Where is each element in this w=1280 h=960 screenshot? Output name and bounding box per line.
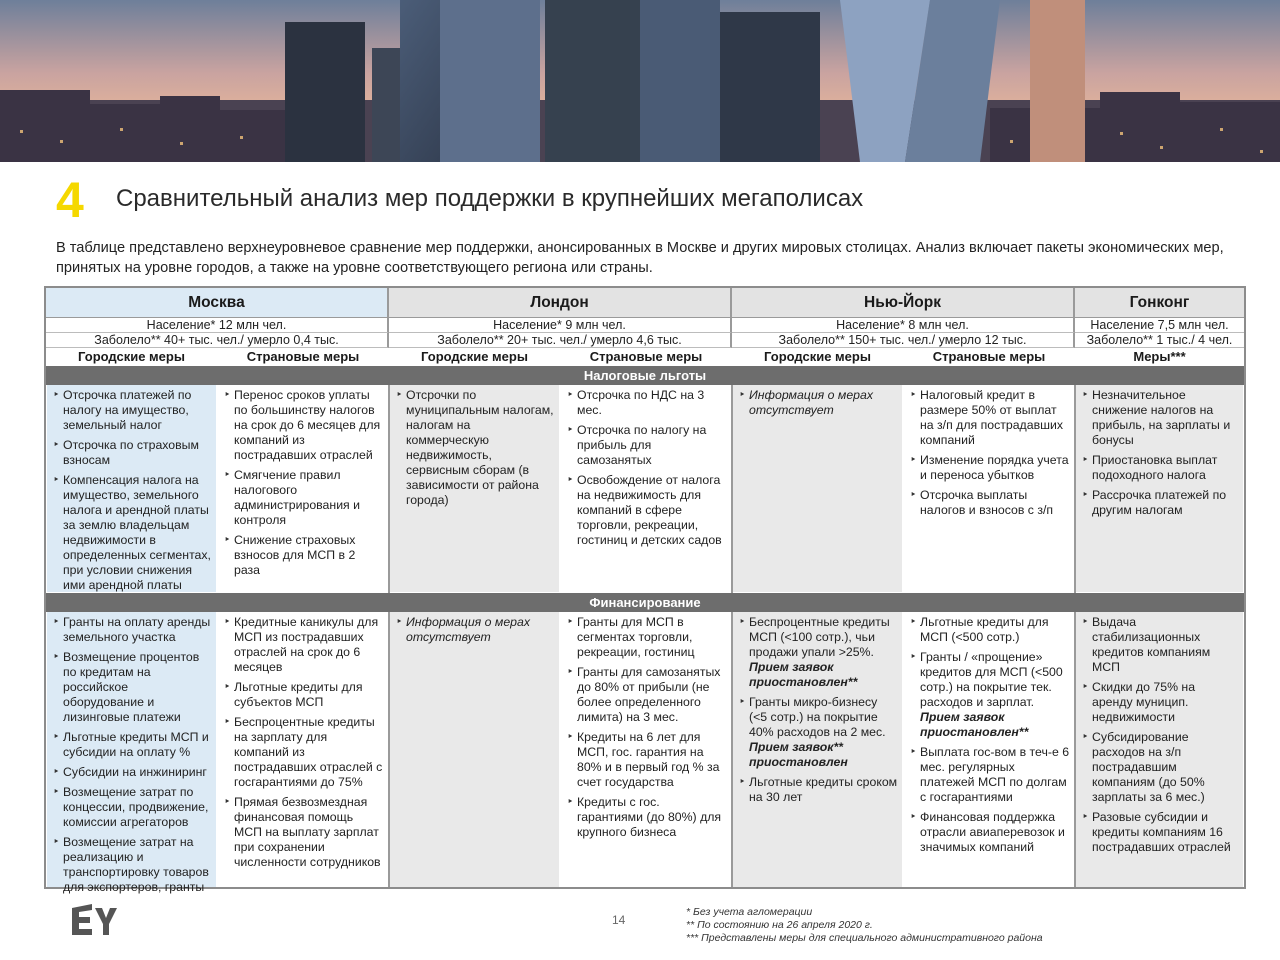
subheader-hk-measures: Меры*** [1133,349,1186,364]
measure-item [1082,730,1239,805]
measure-item [396,615,555,645]
finance-col-hk-measures [1076,612,1243,887]
subheader-moscow-city: Городские меры [78,349,185,364]
measure-note: Прием заявок приостановлен** [749,660,858,689]
measure-text: Возмещение затрат на реализацию и транспортировку товаров для экспортеров, гранты [63,835,209,894]
measure-item [567,423,727,468]
city-new-york: Нью-Йорк [732,288,1075,318]
measure-text: Отсрочки по муниципальным налогам, налогам на коммерческую недвижимость, сервисным сборам (в зависимости от района города) [406,388,554,507]
footnote: *** Представлены меры для специального административного района [686,932,1043,944]
measure-text: Выдача стабилизационных кредитов компаниям МСП [1092,615,1211,674]
measure-text: Приостановка выплат подоходного налога [1092,453,1218,482]
measure-text: Субсидии на инжиниринг [63,765,207,779]
measure-item [910,388,1070,448]
section-number: 4 [56,172,84,228]
measure-item [567,795,727,840]
measures-list [224,388,384,578]
subheader-ny-country: Страновые меры [932,349,1046,364]
measures-list [910,615,1070,855]
population-moscow: Население* 12 млн чел. [46,318,389,333]
measure-text: Льготные кредиты для субъектов МСП [234,680,363,709]
measure-text: Освобождение от налога на недвижимость для компаний в сфере торговли, рекреации, гостиниц и детских садов [577,473,722,547]
measure-text: Выплата гос-вом в теч-е 6 мес. регулярных платежей МСП по долгам с госгарантиями [920,745,1070,804]
finance-col-london-country [561,612,731,887]
measure-note: Прием заявок приостановлен** [920,710,1029,739]
column-divider [388,385,390,593]
subheader-moscow-country: Страновые меры [246,349,360,364]
measure-text: Беспроцентные кредиты МСП (<100 сотр.), чьи продажи упали >25%. [749,615,890,659]
footnote: ** По состоянию на 26 апреля 2020 г. [686,919,873,931]
measure-text: Отсрочка платежей по налогу на имущество, земельный налог [63,388,192,432]
measure-item [224,533,384,578]
measures-list [396,615,555,645]
measure-text: Отсрочка по налогу на прибыль для самозанятых [577,423,707,467]
measure-item [567,388,727,418]
cases-row [46,333,1244,348]
measure-item [910,810,1070,855]
measure-item [53,615,212,645]
tax-col-moscow-country [218,385,388,592]
measure-item [567,730,727,790]
measures-list [53,615,212,895]
measure-item [1082,488,1239,518]
measure-item [53,730,212,760]
measure-item [910,615,1070,645]
measure-item [224,795,384,870]
page-number: 14 [612,913,626,927]
tax-col-hk-measures [1076,385,1243,592]
measure-text: Смягчение правил налогового администрирования и контроля [234,468,361,527]
measure-item [1082,810,1239,855]
measure-text: Финансовая поддержка отрасли авиаперевозок и значимых компаний [920,810,1065,854]
measure-item [910,453,1070,483]
measure-item [739,388,898,418]
measure-item [224,615,384,675]
measure-text: Гранты / «прощение» кредитов для МСП (<500 сотр.) на покрытие тек. расходов и зарплат. [920,650,1063,709]
city-skyline-image [0,0,1280,162]
column-divider [1074,612,1076,887]
measure-text: Кредитные каникулы для МСП из пострадавших отраслей на срок до 6 месяцев [234,615,379,674]
city-moscow: Москва [46,288,389,318]
measure-text: Гранты для самозанятых до 80% от прибыли (не более определенного лимита) на 3 мес. [577,665,721,724]
finance-col-moscow-city [47,612,216,894]
measure-text: Льготные кредиты для МСП (<500 сотр.) [920,615,1049,644]
measure-text: Льготные кредиты сроком на 30 лет [749,775,898,804]
measure-item [1082,453,1239,483]
measure-item [53,388,212,433]
measure-text: Кредиты на 6 лет для МСП, гос. гарантия на 80% и в первый год % за счет государства [577,730,720,789]
measure-text: Разовые субсидии и кредиты компаниям 16 пострадавших отраслей [1092,810,1231,854]
page-title: Сравнительный анализ мер поддержки в крупнейших мегаполисах [116,185,864,212]
measure-item [567,473,727,548]
cases-moscow: Заболело** 40+ тыс. чел./ умерло 0,4 тыс. [46,333,389,348]
measure-text: Отсрочка выплаты налогов и взносов с з/п [920,488,1054,517]
population-new-york: Население* 8 млн чел. [732,318,1075,333]
tax-col-london-country [561,385,731,592]
column-divider [1074,385,1076,593]
measures-list [224,615,384,870]
section-band-tax: Налоговые льготы [46,366,1244,385]
measure-item [910,488,1070,518]
measure-item [224,680,384,710]
subheader-london-country: Страновые меры [589,349,703,364]
measure-text: Кредиты с гос. гарантиями (до 80%) для крупного бизнеса [577,795,722,839]
measure-item [396,388,555,508]
measure-text: Информация о мерах отсутствует [749,388,873,417]
finance-col-ny-country [904,612,1074,887]
city-hong-kong: Гонконг [1075,288,1244,318]
measure-text: Отсрочка по страховым взносам [63,438,199,467]
measure-item [910,650,1070,740]
column-divider [388,612,390,887]
finance-col-moscow-country [218,612,388,887]
column-divider [731,385,733,593]
measure-text: Возмещение процентов по кредитам на российское оборудование и лизинговые платежи [63,650,200,724]
measure-note: Прием заявок** приостановлен [749,740,848,769]
tax-col-ny-city [733,385,902,592]
measure-text: Информация о мерах отсутствует [406,615,530,644]
measure-item [224,388,384,463]
measure-item [739,695,898,770]
measures-list [1082,388,1239,518]
measure-item [567,615,727,660]
measure-text: Скидки до 75% на аренду муницип. недвижимости [1092,680,1196,724]
city-london: Лондон [389,288,732,318]
measure-text: Компенсация налога на имущество, земельного налога и арендной платы за землю владельцам недвижимости в определенных сегментах, при условии снижения ими арендной платы [63,473,211,592]
measure-text: Возмещение затрат по концессии, продвижение, комиссии агрегаторов [63,785,209,829]
measure-item [910,745,1070,805]
measure-text: Незначительное снижение налогов на прибыль, на зарплаты и бонусы [1092,388,1231,447]
population-hong-kong: Население 7,5 млн чел. [1075,318,1244,333]
measures-list [396,388,555,508]
measure-text: Беспроцентные кредиты на зарплату для компаний из пострадавших отраслей с госгарантиями до 75% [234,715,383,789]
measure-text: Рассрочка платежей по другим налогам [1092,488,1227,517]
comparison-table [44,286,1246,894]
finance-col-ny-city [733,612,902,887]
population-london: Население* 9 млн чел. [389,318,732,333]
subheader-ny-city: Городские меры [764,349,871,364]
measure-text: Гранты для МСП в сегментах торговли, рекреации, гостиниц [577,615,695,659]
measure-item [739,775,898,805]
measure-item [53,438,212,468]
measures-list [739,388,898,418]
measure-text: Субсидирование расходов на з/п пострадавшим компаниям (до 50% зарплаты за 6 мес.) [1092,730,1205,804]
population-row [46,318,1244,333]
intro-text: В таблице представлено верхнеуровневое сравнение мер поддержки, анонсированных в Москве и других мировых столицах. Анализ включает пакеты экономических мер, принятых на уровне городов, а также на уровне соответствующего региона или страны. [56,240,1224,276]
measure-item [1082,388,1239,448]
measure-text: Отсрочка по НДС на 3 мес. [577,388,705,417]
tax-col-moscow-city [47,385,216,592]
cases-new-york: Заболело** 150+ тыс. чел./ умерло 12 тыс. [732,333,1075,348]
subheader-london-city: Городские меры [421,349,528,364]
measure-item [1082,680,1239,725]
measures-list [53,388,212,593]
measure-item [567,665,727,725]
tax-col-london-city [390,385,559,592]
measure-text: Налоговый кредит в размере 50% от выплат на з/п для пострадавших компаний [920,388,1063,447]
footnotes [686,906,1043,945]
tax-col-ny-country [904,385,1074,592]
measures-list [567,615,727,840]
measure-item [1082,615,1239,675]
measures-header-row [46,348,1244,365]
cases-hong-kong: Заболело** 1 тыс./ 4 чел. [1075,333,1244,348]
finance-col-london-city [390,612,559,887]
measure-text: Перенос сроков уплаты по большинству налогов на срок до 6 месяцев для компаний из пострадавших отраслей [234,388,381,462]
section-band-finance: Финансирование [46,593,1244,612]
measure-item [53,650,212,725]
measures-list [567,388,727,548]
measure-item [224,715,384,790]
measure-item [53,473,212,593]
measure-text: Изменение порядка учета и переноса убытков [920,453,1069,482]
measure-item [224,468,384,528]
ey-logo [72,904,120,936]
footnote: * Без учета агломерации [686,906,813,918]
measure-item [53,785,212,830]
measure-item [739,615,898,690]
measures-list [910,388,1070,518]
measure-text: Льготные кредиты МСП и субсидии на оплату % [63,730,209,759]
measure-text: Гранты микро-бизнесу (<5 сотр.) на покрытие 40% расходов на 2 мес. [749,695,886,739]
measure-text: Гранты на оплату аренды земельного участка [63,615,211,644]
measure-item [53,835,212,895]
measures-list [739,615,898,805]
city-header-row [46,288,1244,318]
cases-london: Заболело** 20+ тыс. чел./ умерло 4,6 тыс. [389,333,732,348]
column-divider [731,612,733,887]
measure-text: Прямая безвозмездная финансовая помощь МСП на выплату зарплат при сохранении численности сотрудников [234,795,381,869]
measure-item [53,765,212,780]
measure-text: Снижение страховых взносов для МСП в 2 раза [234,533,356,577]
measures-list [1082,615,1239,855]
